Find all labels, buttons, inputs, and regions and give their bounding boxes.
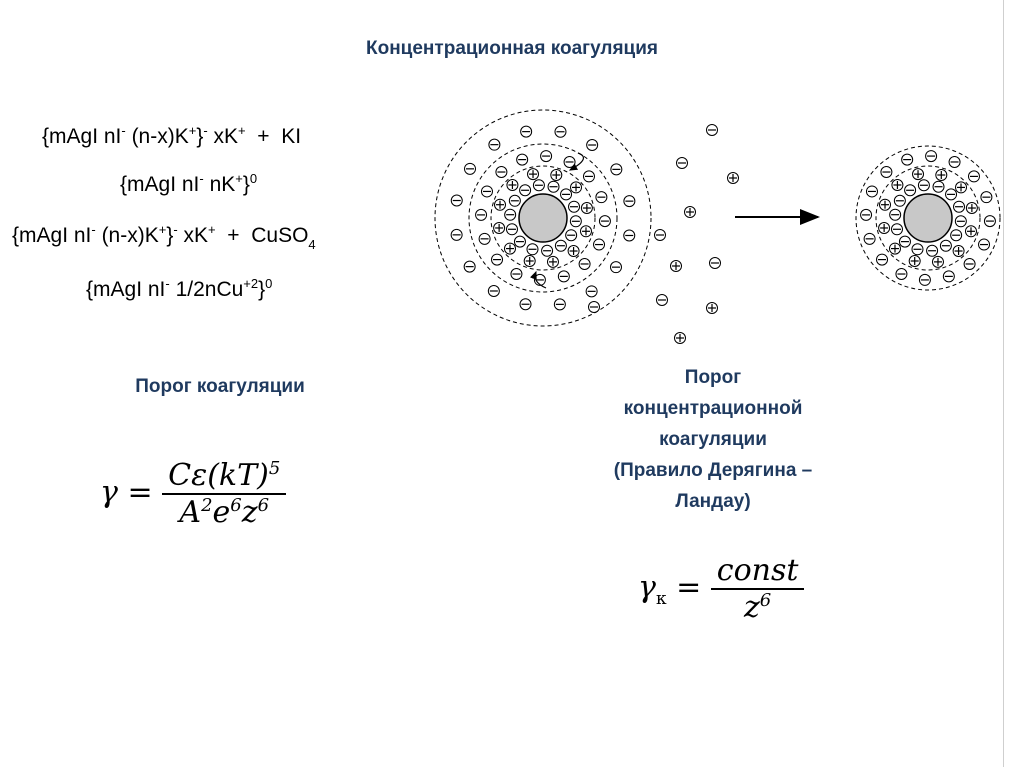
potential-ion: [943, 271, 954, 282]
potential-ion: [899, 236, 910, 247]
counter-ion: [568, 246, 579, 257]
potential-ion: [890, 209, 901, 220]
potential-ion: [564, 156, 575, 167]
micelle-after: [856, 146, 1000, 290]
potential-ion: [611, 164, 622, 175]
free-anion: [707, 125, 718, 136]
potential-ion: [586, 286, 597, 297]
potential-ion: [554, 299, 565, 310]
threshold-formula: γ = $\frac{C\varepsilon(kT)^5}{A^2e^6z^6}$: [100, 458, 286, 530]
counter-ion: [507, 179, 518, 190]
counter-ion: [956, 182, 967, 193]
counter-ion: [879, 222, 890, 233]
potential-ion: [624, 196, 635, 207]
concentration-formula: $\gamma_к$ = $\frac{\text{const}}{z^6}$: [638, 553, 804, 625]
concentration-threshold-label: Порог концентрационной коагуляции (Правило Дерягина – Ландау): [613, 367, 813, 512]
potential-ion: [541, 151, 552, 162]
potential-ion: [489, 139, 500, 150]
potential-ion: [866, 186, 877, 197]
potential-ion: [596, 192, 607, 203]
equation-3: {mAgI nI- (n-x)K+}- xK+ + CuSO$_4$: [12, 222, 316, 252]
free-anion: [589, 302, 600, 313]
potential-ion: [933, 181, 944, 192]
potential-ion: [610, 262, 621, 273]
potential-ion: [481, 186, 492, 197]
agi-core: [519, 194, 567, 242]
potential-ion: [905, 185, 916, 196]
potential-ion: [949, 156, 960, 167]
counter-ion: [953, 246, 964, 257]
potential-ion: [587, 140, 598, 151]
free-cation: [728, 173, 739, 184]
counter-ion: [524, 255, 535, 266]
potential-ion: [877, 254, 888, 265]
potential-ion: [919, 274, 930, 285]
equation-2: {mAgI nI- nK+}$^0$: [120, 171, 258, 196]
potential-ion: [864, 233, 875, 244]
potential-ion: [951, 230, 962, 241]
potential-ion: [927, 245, 938, 256]
page-title: Концентрационная коагуляция: [366, 38, 658, 59]
potential-ion: [902, 154, 913, 165]
potential-ion: [954, 201, 965, 212]
free-anion: [677, 158, 688, 169]
potential-ion: [496, 167, 507, 178]
potential-ion: [555, 126, 566, 137]
potential-ion: [881, 167, 892, 178]
potential-ion: [520, 299, 531, 310]
counter-ion: [504, 243, 515, 254]
potential-ion: [548, 181, 559, 192]
potential-ion: [912, 244, 923, 255]
free-cation: [675, 333, 686, 344]
potential-ion: [492, 254, 503, 265]
potential-ion: [583, 171, 594, 182]
potential-ion: [514, 236, 525, 247]
potential-ion: [946, 189, 957, 200]
potential-ion: [624, 230, 635, 241]
potential-ion: [517, 154, 528, 165]
potential-ion: [579, 258, 590, 269]
counter-ion: [495, 199, 506, 210]
counter-ion: [892, 179, 903, 190]
free-cation: [685, 207, 696, 218]
micelle-before: [435, 110, 651, 326]
potential-ion: [521, 126, 532, 137]
free-cation: [707, 303, 718, 314]
free-anion: [655, 230, 666, 241]
counter-ion: [936, 170, 947, 181]
potential-ion: [891, 224, 902, 235]
potential-ion: [964, 258, 975, 269]
free-cation: [671, 261, 682, 272]
equation-4: {mAgI nI- 1/2nCu$^{+2}$}$^0$: [86, 276, 273, 301]
potential-ion: [896, 269, 907, 280]
potential-ion: [984, 216, 995, 227]
free-ions: [589, 125, 739, 344]
potential-ion: [506, 224, 517, 235]
counter-ion: [528, 169, 539, 180]
potential-ion: [465, 163, 476, 174]
counter-ion: [581, 203, 592, 214]
potential-ion: [520, 185, 531, 196]
free-anion: [657, 295, 668, 306]
potential-ion: [979, 239, 990, 250]
potential-ion: [561, 189, 572, 200]
potential-ion: [599, 216, 610, 227]
potential-ion: [527, 244, 538, 255]
equation-1: {mAgI nI- (n-x)K+}- xK+ + KI: [42, 123, 302, 148]
counter-ion: [547, 256, 558, 267]
potential-ion: [981, 192, 992, 203]
potential-ion: [566, 230, 577, 241]
counter-ion: [580, 226, 591, 237]
potential-ion: [594, 239, 605, 250]
potential-ion: [569, 201, 580, 212]
potential-ion: [533, 180, 544, 191]
potential-ion: [926, 151, 937, 162]
potential-ion: [558, 271, 569, 282]
counter-ion: [965, 226, 976, 237]
potential-ion: [968, 171, 979, 182]
agi-core: [904, 194, 952, 242]
potential-ion: [918, 180, 929, 191]
potential-ion: [511, 269, 522, 280]
potential-ion: [542, 245, 553, 256]
counter-ion: [571, 182, 582, 193]
counter-ion: [909, 255, 920, 266]
potential-ion: [451, 195, 462, 206]
potential-ion: [451, 229, 462, 240]
counter-ion: [880, 199, 891, 210]
counter-ion: [889, 243, 900, 254]
counter-ion: [966, 203, 977, 214]
counter-ion: [551, 170, 562, 181]
potential-ion: [894, 195, 905, 206]
counter-ion: [913, 169, 924, 180]
potential-ion: [940, 240, 951, 251]
potential-ion: [464, 261, 475, 272]
potential-ion: [488, 285, 499, 296]
potential-ion: [479, 233, 490, 244]
potential-ion: [955, 216, 966, 227]
potential-ion: [476, 209, 487, 220]
threshold-label: Порог коагуляции: [135, 376, 305, 397]
free-anion: [710, 258, 721, 269]
potential-ion: [509, 195, 520, 206]
potential-ion: [505, 209, 516, 220]
potential-ion: [861, 209, 872, 220]
potential-ion: [555, 240, 566, 251]
counter-ion: [932, 256, 943, 267]
counter-ion: [494, 222, 505, 233]
potential-ion: [570, 216, 581, 227]
